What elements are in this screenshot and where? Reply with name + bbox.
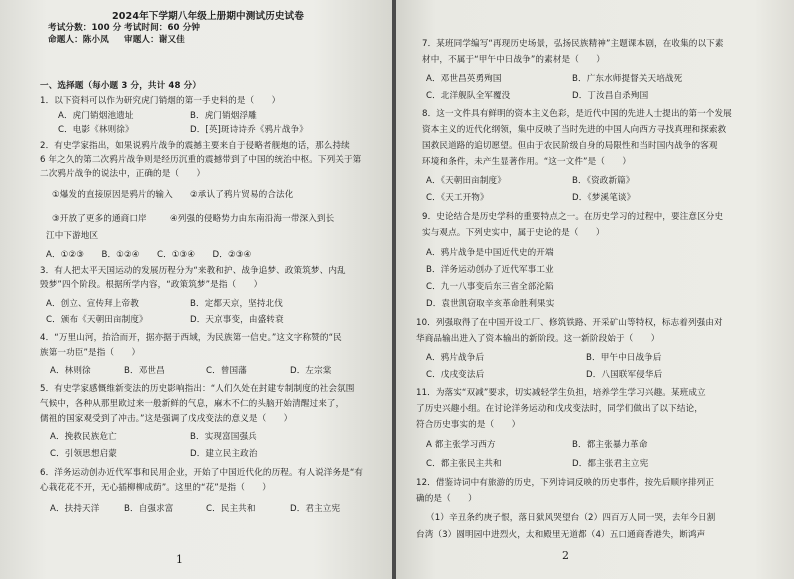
q5-option-b: B．实现富国强兵 (190, 432, 257, 442)
question-5-line-3: 儒祖的国家观受到了冲击。”这是强调了戊戌变法的意义是（ ） (40, 414, 293, 424)
q9-option-c: C．九一八事变后东三省全部沦陷 (426, 282, 554, 292)
exam-page-left (0, 0, 392, 579)
q12-item-line-1: （1）辛丑条约庚子恨，落日狱风哭望台（2）四百万人同一哭，去年今日割 (426, 513, 716, 523)
question-2-line-3: 二次鸦片战争的说法中，正确的是（ ） (40, 169, 206, 179)
q11-option-c: C．都主张民主共和 (426, 459, 502, 469)
q7-option-d: D．丁汝昌自杀殉国 (572, 91, 649, 101)
q6-option-a: A．扶持天洋 (50, 504, 100, 514)
q7-option-c: C．北洋舰队全军覆没 (426, 91, 511, 101)
q10-option-a: A．鸦片战争后 (426, 353, 485, 363)
question-4: 4．“万里山河，抬洽而开，据亦据于西域，为民族第一信史。”这文字称赞的“民 (40, 333, 342, 343)
question-12-line-2: 确的是（ ） (416, 494, 477, 504)
exam-time: 考试时间：60 分钟 (124, 23, 201, 33)
q1-option-a: A．虎门销烟池遗址 (58, 111, 134, 121)
q4-option-a: A．林则徐 (50, 366, 91, 376)
q1-option-b: B．虎门销烟浮雕 (190, 111, 257, 121)
q2-item-4-cont: 江中下游地区 (46, 231, 99, 241)
exam-reviewer: 审题人：谢又佳 (124, 35, 185, 45)
question-8-line-2: 资本主义的近代化纲领，集中反映了当时先进的中国人向西方寻找真理和探索救 (422, 125, 727, 135)
q3-option-a: A．创立、宣传拜上帝教 (46, 299, 139, 309)
q2-options: A．①②③ B．①②④ C．①③④ D．②③④ (46, 250, 252, 260)
question-3-line-2: 毁梦”四个阶段。根据所学内容，“政策筑梦”是指（ ） (40, 280, 263, 290)
question-1: 1．以下资料可以作为研究虎门销烟的第一手史料的是（ ） (40, 96, 281, 106)
q1-option-c: C．电影《林则徐》 (58, 125, 134, 135)
q10-option-c: C．戊戌变法后 (426, 370, 485, 380)
q6-option-d: D．君主立宪 (290, 504, 341, 514)
question-7: 7．某班同学编写“再现历史场景，弘扬民族精神”主题课本剧，在收集的以下素 (422, 39, 724, 49)
q2-item-2: ②承认了鸦片贸易的合法化 (190, 190, 294, 200)
q10-option-b: B．甲午中日战争后 (586, 353, 662, 363)
exam-page-right (396, 0, 794, 579)
question-10-line-2: 华商品输出进入了资本输出的新阶段。这一新阶段始于（ ） (416, 334, 660, 344)
q10-option-d: D．八国联军侵华后 (586, 370, 663, 380)
q4-option-c: C．曾国藩 (206, 366, 247, 376)
q5-option-a: A．挽救民族危亡 (50, 432, 117, 442)
exam-title: 2024年下学期八年级上册期中测试历史试卷 (112, 11, 304, 22)
question-3: 3．有人把太平天国运动的发展历程分为“来教和护、战争追梦、政策筑梦、内乱 (40, 266, 346, 276)
q5-option-c: C．引领思想启蒙 (50, 449, 117, 459)
q4-option-d: D．左宗棠 (290, 366, 332, 376)
question-4-line-2: 族第一功臣”是指（ ） (40, 348, 141, 358)
q11-option-a: A 都主张学习西方 (426, 440, 496, 450)
question-5: 5．有史学家感慨维新变法的历史影响指出：“人们久处在封建专制制度的社会氛围 (40, 384, 355, 394)
question-6-line-2: 心栽花花不开，无心插柳柳成荫”。这里的“花”是指（ ） (40, 483, 272, 493)
q5-option-d: D．建立民主政治 (190, 449, 258, 459)
page-number-right: 2 (562, 549, 569, 562)
q11-option-b: B．都主张暴力革命 (572, 440, 648, 450)
q6-option-b: B．自强求富 (124, 504, 174, 514)
q3-option-c: C．颁布《天朝田亩制度》 (46, 315, 148, 325)
q3-option-d: D．天京事变，由盛转衰 (190, 315, 284, 325)
exam-score: 考试分数：100 分 (48, 23, 122, 33)
q1-option-d: D．[英]斑诗诗乔《鸦片战争》 (190, 125, 308, 135)
question-9: 9．史论结合是历史学科的重要特点之一。在历史学习的过程中，要注意区分史 (422, 212, 724, 222)
question-9-line-2: 实与观点。下列史实中，属于史论的是（ ） (422, 228, 605, 238)
section-heading: 一、选择题（每小题 3 分，共计 48 分） (40, 81, 202, 91)
q2-item-4: ④列强的侵略势力由东南沿海一带深入到长 (170, 214, 335, 224)
q2-item-3: ③开放了更多的通商口岸 (52, 214, 147, 224)
q11-option-d: D．都主张君主立宪 (572, 459, 649, 469)
q9-option-d: D．袁世凯窃取辛亥革命胜利果实 (426, 299, 555, 309)
question-11-line-2: 了历史兴趣小组。在讨论洋务运动和戊戌变法时，同学们做出了以下结论， (416, 404, 703, 414)
q9-option-a: A．鸦片战争是中国近代史的开端 (426, 248, 554, 258)
q8-option-d: D．《梦溪笔谈》 (572, 193, 636, 203)
q7-option-a: A．邓世昌英勇殉国 (426, 74, 502, 84)
q12-item-line-2: 台湾（3）圆明园中进烈火，太和殿里无道都（4）五口通商香港失，断鸿声 (416, 530, 706, 540)
q6-option-c: C．民主共和 (206, 504, 256, 514)
q8-option-b: B．《资政新篇》 (572, 176, 635, 186)
q8-option-a: A．《天朝田亩制度》 (426, 176, 506, 186)
q8-option-c: C．《天工开物》 (426, 193, 489, 203)
q3-option-b: B．定都天京，坚持北伐 (190, 299, 283, 309)
question-6: 6．洋务运动创办近代军事和民用企业，开始了中国近代化的历程。有人说洋务是“有 (40, 468, 364, 478)
question-11-line-3: 符合历史事实的是（ ） (416, 420, 521, 430)
q7-option-b: B．广东水师提督关天培战死 (572, 74, 683, 84)
question-7-line-2: 材中，不属于“甲午中日战争”的素材是（ ） (422, 55, 605, 65)
exam-author: 命题人：陈小凤 (48, 35, 109, 45)
question-8-line-4: 环境和条件，未产生显著作用。“这一文件”是（ ） (422, 157, 632, 167)
question-10: 10．列强取得了在中国开设工厂、修筑铁路、开采矿山等特权，标志着列强由对 (416, 318, 723, 328)
q4-option-b: B．邓世昌 (124, 366, 165, 376)
question-11: 11．为落实“双减”要求，切实减轻学生负担，培养学生学习兴趣。某班成立 (416, 388, 706, 398)
q2-item-1: ①爆发的直接原因是鸦片的输入 (52, 190, 173, 200)
question-12: 12．借鉴诗词中有旅游的历史，下列诗词反映的历史事件，按先后顺序排列正 (416, 478, 715, 488)
question-2-line-2: 6 年之久的第二次鸦片战争则是经历沉重的震撼带到了中国的统治中枢。下列关于第 (40, 155, 362, 165)
page-number-left: 1 (176, 553, 183, 566)
question-8: 8．这一文件具有鲜明的资本主义色彩，是近代中国的先进人士提出的第一个发展 (422, 109, 732, 119)
question-5-line-2: 气候中，各种从那里欧过来一般新鲜的气息，麻木不仁的头脑开始清醒过来了， (40, 399, 345, 409)
question-8-line-3: 国救民道路的追切愿望。但由于农民阶级自身的局限性和当时国内战争的客观 (422, 141, 718, 151)
q9-option-b: B．洋务运动创办了近代军事工业 (426, 265, 554, 275)
question-2: 2．有史学家指出，如果说鸦片战争的震撼主要来自于侵略者舰炮的话，那么持续 (40, 141, 350, 151)
